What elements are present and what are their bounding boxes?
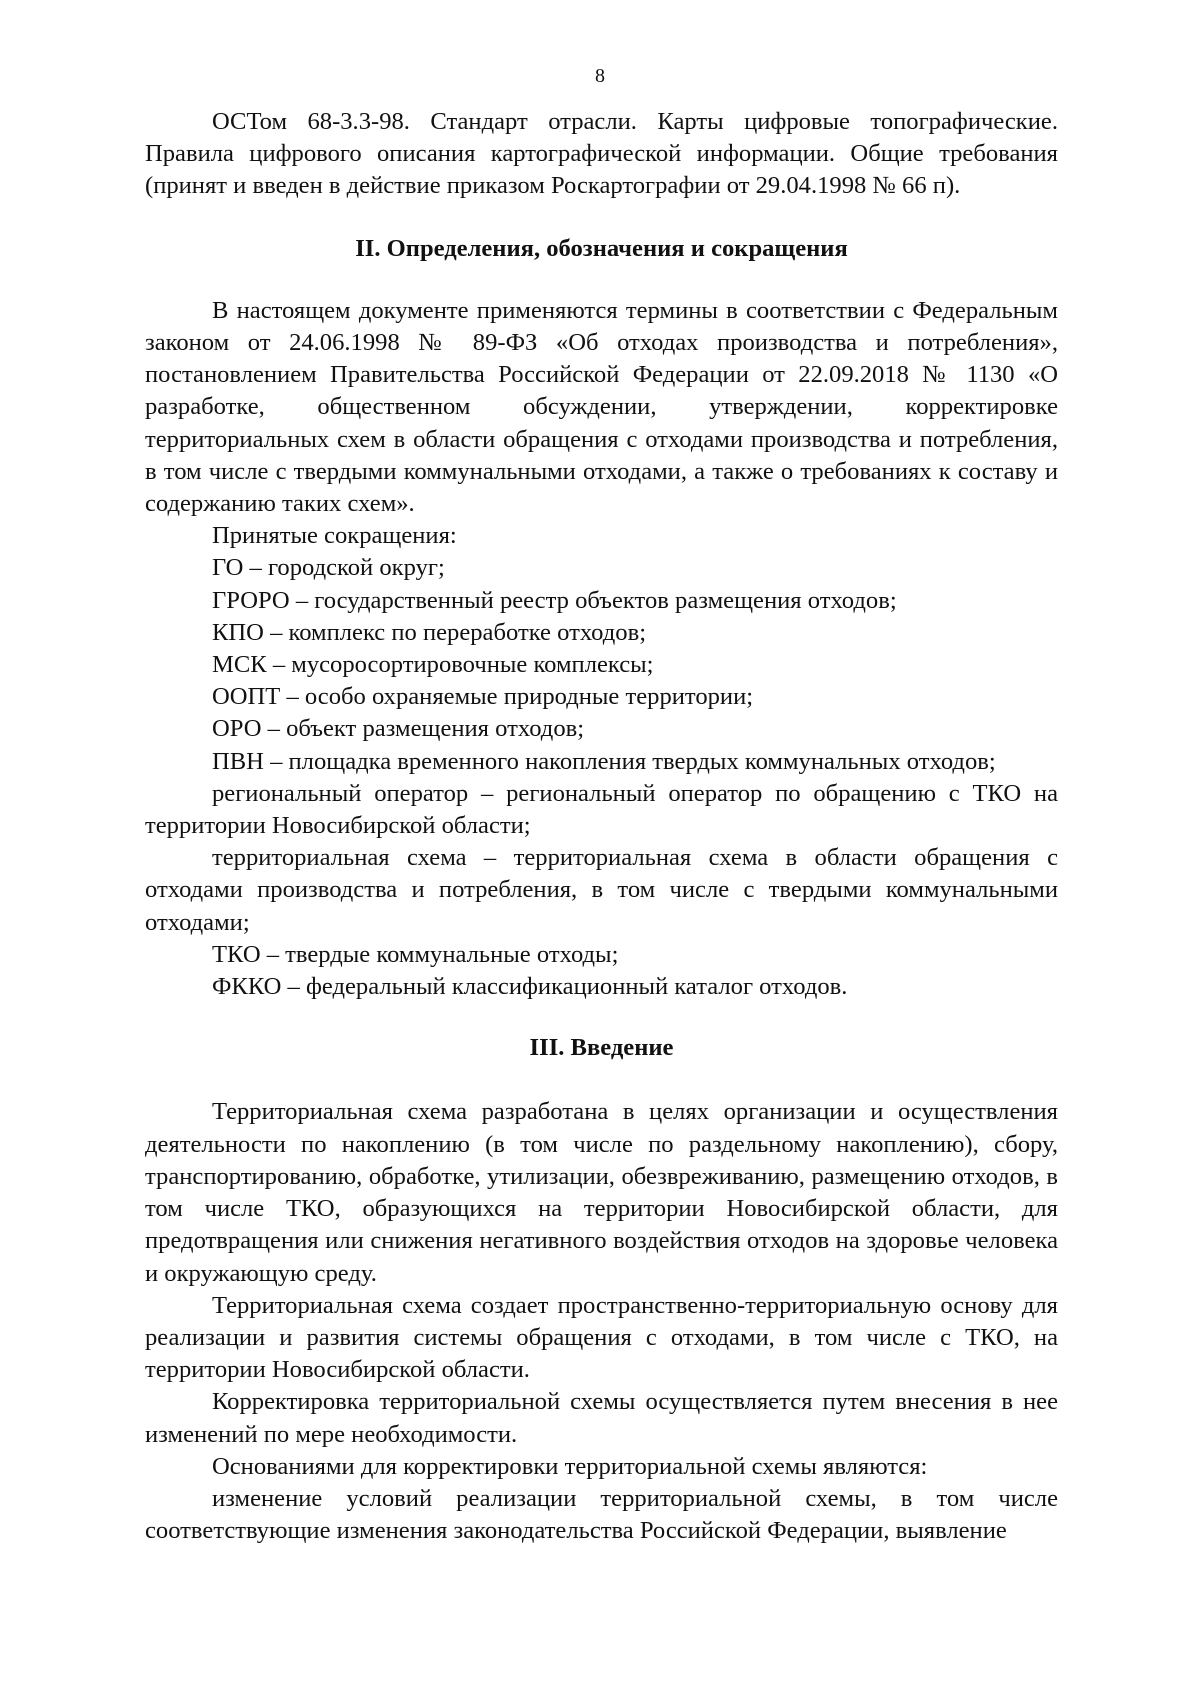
abbreviation-item: МСК – мусоросортировочные комплексы; — [212, 651, 654, 679]
abbreviation-item: ООПТ – особо охраняемые природные территории; — [212, 683, 754, 711]
abbreviation-item: ФККО – федеральный классификационный каталог отходов. — [212, 973, 848, 1001]
page-content — [145, 106, 1058, 1547]
abbreviation-item: территориальная схема – территориальная схема в области обращения с отходами производства и потребления, в том числе с твердыми коммунальными отходами; — [145, 844, 1058, 936]
section-2-heading: II. Определения, обозначения и сокращения — [355, 234, 848, 262]
section-3-heading: III. Введение — [529, 1034, 674, 1062]
intro-section-paragraph: Основаниями для корректировки территориальной схемы являются: — [212, 1452, 928, 1480]
abbreviation-item: ГРОРО – государственный реестр объектов размещения отходов; — [212, 586, 897, 614]
intro-section-paragraph: Территориальная схема разработана в целях организации и осуществления деятельности по накоплению (в том числе по раздельному накоплению), сбору, транспортированию, обработке, утилизации, обезвреживанию, размещению отходов, в том числе ТКО, образующихся на территории Новосибирской области, для предотвращения или снижения негативного воздействия отходов на здоровье человека и окружающую среду. — [145, 1098, 1058, 1287]
abbreviation-item: ОРО – объект размещения отходов; — [212, 715, 585, 743]
page-number: 8 — [595, 65, 605, 87]
abbreviation-item: ТКО – твердые коммунальные отходы; — [212, 940, 619, 968]
intro-section-paragraph: Территориальная схема создает пространственно-территориальную основу для реализации и развития системы обращения с отходами, в том числе с ТКО, на территории Новосибирской области. — [145, 1291, 1058, 1384]
abbreviations-intro: Принятые сокращения: — [212, 522, 457, 550]
intro-paragraph: ОСТом 68-3.3-98. Стандарт отрасли. Карты цифровые топографические. Правила цифрового описания картографической информации. Общие требования (принят и введен в действие приказом Роскартографии от 29.04.1998 № 66 п). — [145, 108, 1058, 200]
terms-paragraph: В настоящем документе применяются термины в соответствии с Федеральным законом от 24.06.1998 № 89-ФЗ «Об отходах производства и потребления», постановлением Правительства Российской Федерации от 22.09.2018 № 1130 «О разработке, общественном обсуждении, утверждении, корректировке территориальных схем в области обращения с отходами производства и потребления, в том числе с твердыми коммунальными отходами, а также о требованиях к составу и содержанию таких схем». — [145, 296, 1058, 518]
intro-section-paragraph: изменение условий реализации территориальной схемы, в том числе соответствующие изменения законодательства Российской Федерации, выявление — [145, 1484, 1058, 1545]
intro-section-paragraph: Корректировка территориальной схемы осуществляется путем внесения в нее изменений по мере необходимости. — [145, 1388, 1058, 1448]
abbreviation-item: ГО – городской округ; — [212, 554, 445, 582]
abbreviation-item: КПО – комплекс по переработке отходов; — [212, 618, 647, 646]
abbreviation-item: региональный оператор – региональный оператор по обращению с ТКО на территории Новосибирской области; — [145, 779, 1058, 840]
abbreviation-item: ПВН – площадка временного накопления твердых коммунальных отходов; — [212, 747, 996, 775]
